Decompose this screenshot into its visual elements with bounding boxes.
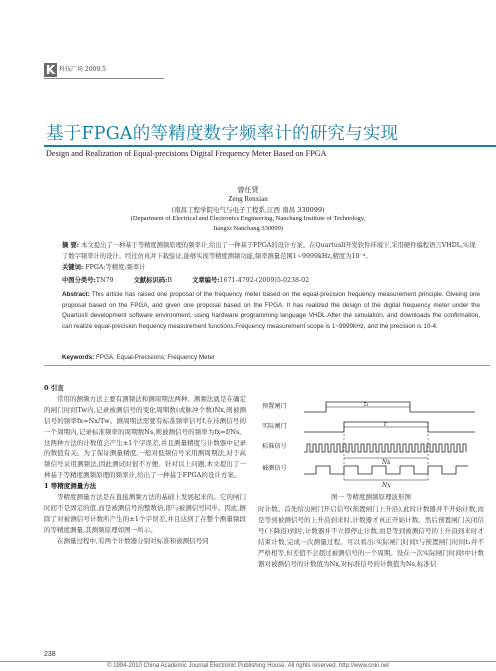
ns-label: Ns [382,459,391,466]
standard-signal-label: 标准信号 [262,443,287,450]
keywords-english [62,353,480,364]
abstract-english-text: This article has raised one proposal of the frequency meter based on the equal-precision frequency measurement principle. Giveing one proposal based on the FPGA, and given one proposal based on the FPGA. It has realized the design of the digital frequency meter under the QuartusII development software environment, using hardware programming language VHDL.After the simulation, and downloads the confirmation, can realize equal-precision frequency measurement functions.Frequency measurement scope is 1~9999kHz, and the precision is 10-4. [62,291,480,330]
keywords-chinese-label: 关键词: [62,264,84,271]
right-column [258,504,484,569]
author-english: Zeng Renxian [228,195,268,203]
affiliation-english-line2: Jiangxi Nanchang 330099) [212,225,284,232]
classification-line [62,276,480,287]
standard-signal-wave [304,444,466,452]
preset-gate-label: 预置闸门 [262,403,287,410]
waveform-diagram [260,396,484,491]
copyright-footer: © 1994-2010 China Academic Journal Electronic Publishing House. All rights reserved. http://www.cnki.net [107,663,389,669]
doc-code-label: 文献标识码: [133,277,168,284]
header-rule [44,78,164,79]
section-rule [44,365,490,366]
left-column [44,383,246,547]
article-id-label: 文章编号: [192,277,220,284]
title-rule [44,145,496,147]
keywords-chinese-text: FPGA;等精度;频率计 [85,264,146,271]
t1-label: t₁ [364,401,369,408]
cls-value: TN79 [95,277,114,284]
abstract-chinese-label: 摘 要: [62,242,80,249]
affiliation-chinese: (南昌工程学院电气与电子工程系,江西 南昌 330099) [171,206,325,214]
abstract-chinese [62,241,480,262]
principle-heading: 1 等精度测量方法 [44,482,97,491]
measured-signal-label: 被测信号 [262,465,287,472]
cls-label: 中图分类号: [62,277,96,284]
keywords-english-text: FPGA; Equal-Precisions; Frequency Meter [95,354,215,361]
abstract-chinese-text: 本文提出了一种基于等精度测频原理的频率计,给出了一种基于FPGA的设计方案。在Quartusll开发软件环境下,采用硬件编程语言VHDL,实现了数字频率计的设计。经过仿真并下载验证,能够实现等精度测频功能,频率测量范围1~9999kHz,精度为10⁻⁴。 [62,242,476,260]
journal-k-logo: K [45,63,56,77]
keywords-chinese [62,263,480,274]
waveform-figure [260,396,484,491]
principle-paragraph-1: 等精度测量方法是在直接测频方法的基础上发展起来的。它的闸门时间不是固定的值,而是被测信号的整数倍,即与被测信号同步。因此,摒除了对被测信号计数所产生的±1个字误差,并且达到了在整个测量频段的等精度测量,其测频原理如图一所示。 [44,493,246,534]
title-english: Design and Realization of Equal-precisions Digital Frequency Meter Based on FPGA [46,149,327,158]
actual-gate-label: 实际闸门 [262,423,287,430]
measured-signal-wave [304,466,468,474]
doc-code-value: B [167,277,173,284]
principle-paragraph-2: 在测量过程中,有两个计数器分别对标准和被测信号同 [57,536,209,545]
article-id-value: 1671-4792-(2009)5-0238-02 [219,277,310,284]
title-chinese: 基于FPGA的等精度数字频率计的研究与实现 [46,124,399,144]
column-label: 科技广场 2009.5 [59,66,106,73]
intro-paragraph: 常用的测频方法主要有测频法和测周期法两种。测频法就是在确定的闸门时间Tw内,记录被测信号的变化周期数(或脉冲个数)Nx,则被测信号的频率fx=Nx/Tw。测周期法需要有标准频率信号f,在待测信号的一个周期内,记录标准频率的周期数Ns,则被测信号的频率为fx=f/Ns。这两种方法的计数值会产生±1个字误差,并且测量精度与计数器中记录的数值有关。为了保证测量精度,一般对低频信号采用测周期法,对于高频信号采用测频法,因此测试时很不方便。针对以上问题,本文提出了一种基于等精度测频原理的频率计,给出了一种基于FPGA的设计方案。 [44,394,246,480]
t-label: t [384,421,387,428]
abstract-english [62,290,480,332]
right-paragraph: 时计数。首先给出闸门开启信号(预置闸门上升沿),此时计数器并不开始计数,而是等到被测信号的上升沿到来时,计数器才真正开始计数。然后预置闸门关闭信号(下降沿)到时,计数器并不立即停止计数,而是等到被测信号的上升沿到来时才结束计数,完成一次测量过程。可以看出:实际闸门时间t与预置闸门时间t₁并不严格相等,但差值不会超过被测信号的一个周期。设在一次实际闸门时间t中计数器对被测信号的计数值为Nx,对标准信号的计数值为Ns,标准信 [258,505,484,568]
author-chinese: 曾任贤 [237,186,259,194]
abstract-english-label: Abstract: [62,291,90,298]
page-number: 238 [44,651,56,658]
intro-heading: 0 引言 [44,384,64,392]
figure-caption: 图一 等精度测频原理波形图 [330,493,412,501]
affiliation-english-line1: (Department of Electrical and Electronics Engineering, Nanchang Institute of Technology, [130,215,366,222]
keywords-english-label: Keywords: [62,354,95,361]
footer-rule [0,661,496,662]
nx-label: Nx [382,482,391,489]
